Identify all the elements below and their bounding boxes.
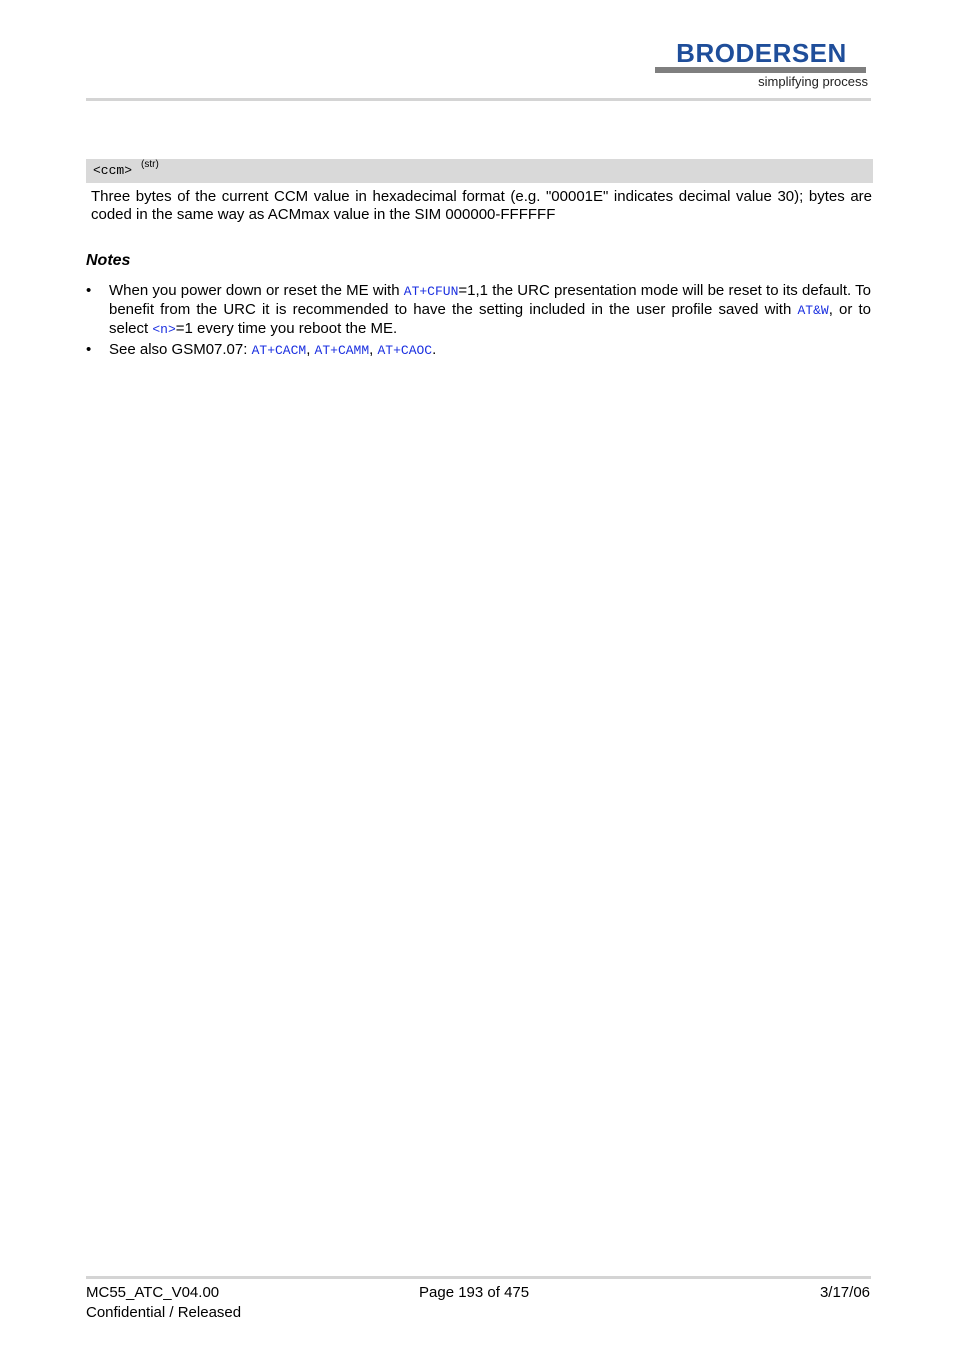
document-id: MC55_ATC_V04.00 bbox=[86, 1284, 220, 1301]
parameter-type: (str) bbox=[141, 159, 159, 170]
bullet-icon: • bbox=[86, 341, 92, 358]
logo-tagline: simplifying process bbox=[758, 74, 868, 89]
brodersen-logo bbox=[655, 40, 868, 92]
parameter-header bbox=[86, 159, 873, 183]
link-param-n[interactable]: <n> bbox=[152, 322, 176, 337]
link-at-w[interactable]: AT&W bbox=[797, 303, 829, 318]
note-text-segment: =1,1 the URC presentation mode will be reset to its default. To benefit from the URC it is recommended to have the setting included in the user profile saved with bbox=[109, 282, 871, 318]
logo-wordmark: BRODERSEN bbox=[676, 40, 847, 66]
note-separator: , bbox=[369, 341, 378, 358]
note-item bbox=[86, 282, 871, 339]
page-number: Page 193 of 475 bbox=[419, 1284, 530, 1301]
notes-heading: Notes bbox=[86, 252, 131, 269]
footer-left bbox=[86, 1283, 241, 1323]
note-text-segment: , or to select bbox=[109, 301, 871, 337]
link-at-cfun[interactable]: AT+CFUN bbox=[403, 284, 459, 299]
link-at-cacm[interactable]: AT+CACM bbox=[251, 343, 307, 358]
note-text-segment: When you power down or reset the ME with bbox=[109, 282, 404, 299]
parameter-description: Three bytes of the current CCM value in hexadecimal format (e.g. "00001E" indicates decimal value 30); bytes are coded in the same way as ACMmax value in the SIM 000000-FFFFFF bbox=[91, 188, 872, 223]
document-date: 3/17/06 bbox=[819, 1284, 870, 1301]
link-at-camm[interactable]: AT+CAMM bbox=[314, 343, 370, 358]
note-item bbox=[86, 341, 871, 360]
note-text-segment: =1 every time you reboot the ME. bbox=[175, 320, 398, 337]
note-text bbox=[109, 341, 871, 360]
link-at-caoc[interactable]: AT+CAOC bbox=[377, 343, 433, 358]
footer-divider bbox=[86, 1276, 871, 1279]
note-text-segment: . bbox=[432, 341, 437, 358]
note-separator: , bbox=[306, 341, 315, 358]
note-text-segment: See also GSM07.07: bbox=[109, 341, 252, 358]
logo-bar bbox=[655, 67, 866, 73]
header-divider bbox=[86, 98, 871, 101]
bullet-icon: • bbox=[86, 282, 92, 299]
parameter-name: <ccm> bbox=[93, 163, 133, 178]
note-text bbox=[109, 282, 871, 339]
document-status: Confidential / Released bbox=[86, 1304, 242, 1321]
